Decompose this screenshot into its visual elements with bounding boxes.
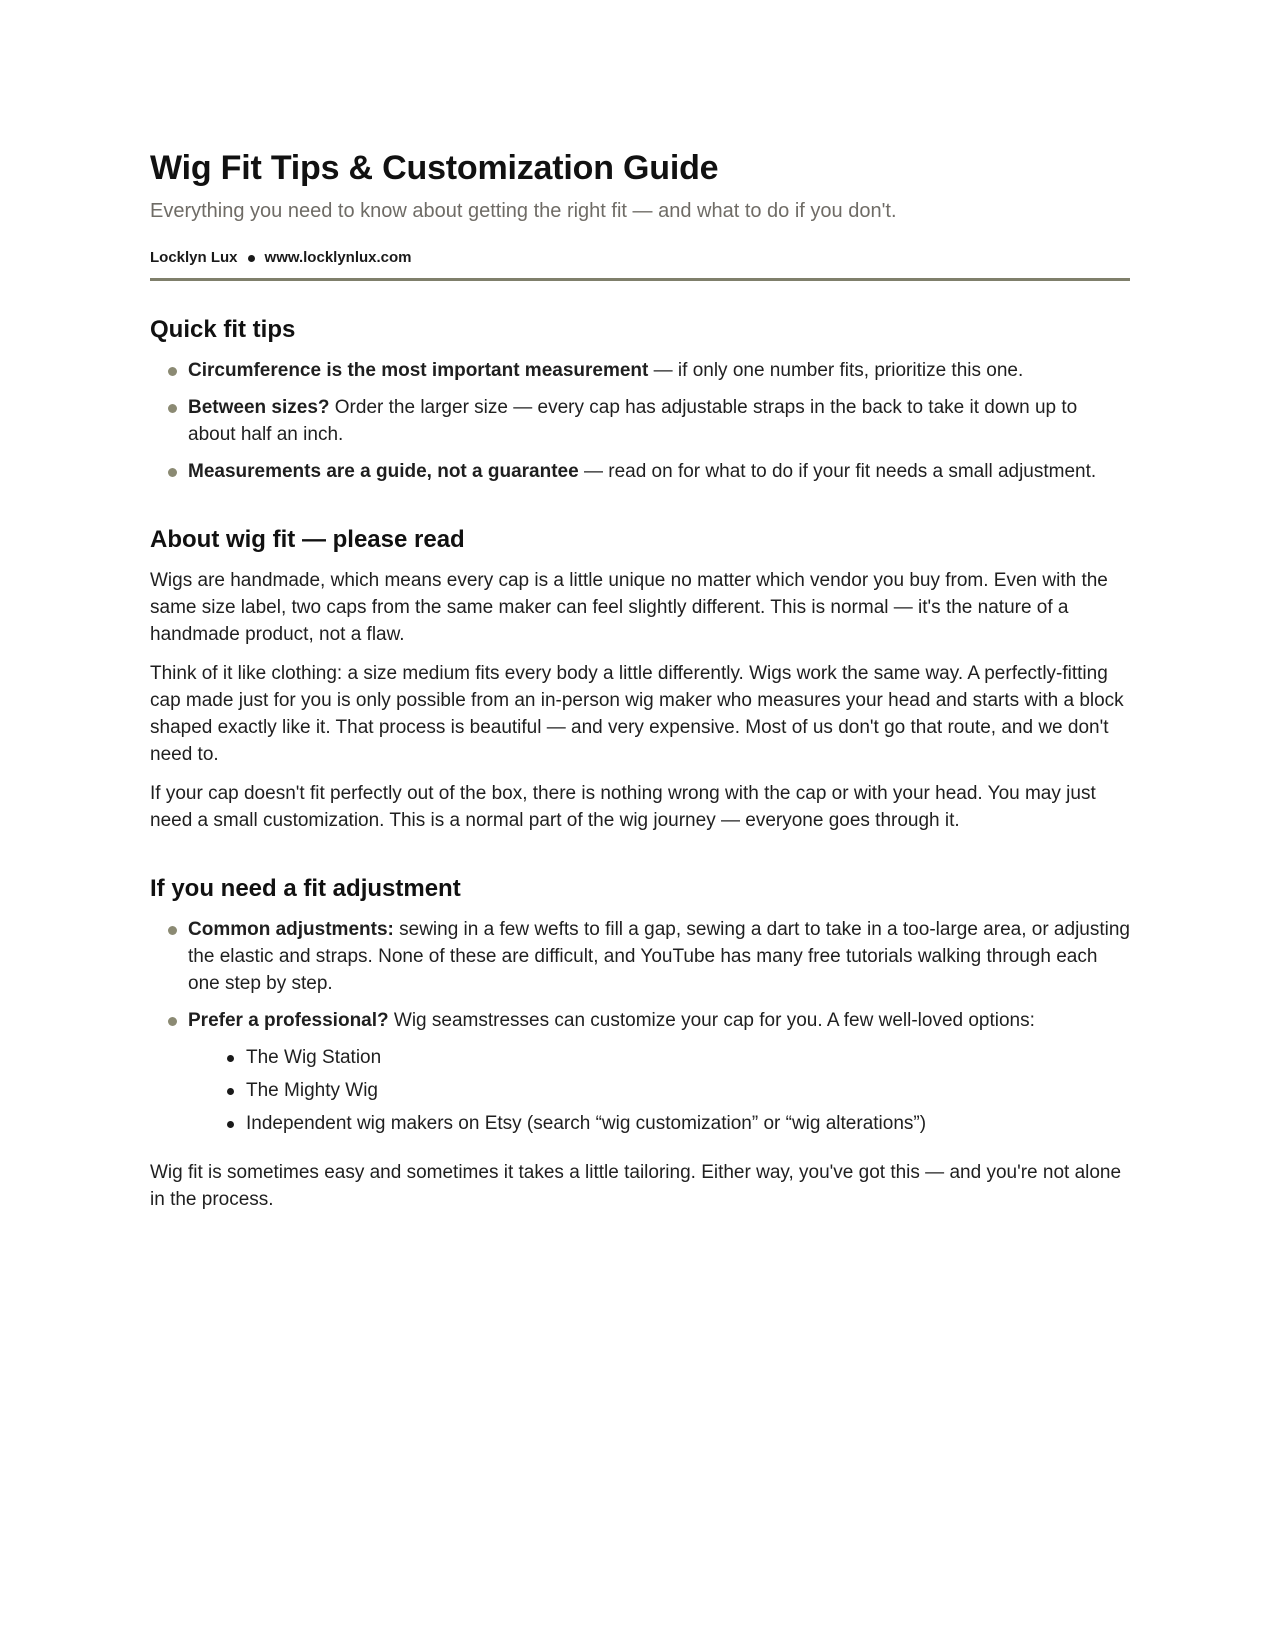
list-item (150, 394, 1130, 448)
tip-text: — if only one number fits, prioritize this one. (648, 360, 1024, 381)
tip-bold: Between sizes? (188, 397, 330, 418)
page-subtitle: Everything you need to know about getting the right fit — and what to do if you don't. (150, 200, 897, 222)
quick-tips-list (150, 357, 1130, 485)
website-link[interactable]: www.locklynlux.com (264, 249, 412, 266)
byline (150, 248, 1130, 268)
adjustment-section (150, 874, 1130, 1213)
list-item (150, 916, 1130, 997)
adjustment-heading: If you need a fit adjustment (150, 875, 461, 902)
quick-tips-section (150, 315, 1130, 485)
about-fit-section (150, 525, 1130, 834)
tip-text: — read on for what to do if your fit needs a small adjustment. (578, 461, 1097, 482)
bullet-icon (227, 1088, 234, 1095)
bullet-icon (168, 1017, 177, 1026)
list-item (150, 1044, 1130, 1071)
tip-bold: Measurements are a guide, not a guarantee (188, 461, 579, 482)
header-divider (150, 278, 1130, 281)
option-text: Independent wig makers on Etsy (search “wig customization” or “wig alterations”) (246, 1113, 927, 1134)
page-title: Wig Fit Tips & Customization Guide (150, 149, 719, 187)
separator-dot-icon (248, 255, 255, 262)
professional-options-list (150, 1044, 1130, 1137)
list-item (150, 458, 1130, 485)
about-paragraph: Wigs are handmade, which means every cap is a little unique no matter which vendor you buy from. Even with the same size label, two caps from the same maker can feel slightly different. This is normal — it's the nature of a handmade product, not a flaw. (150, 570, 1108, 645)
list-item (150, 1110, 1130, 1137)
bullet-icon (168, 367, 177, 376)
about-paragraph: Think of it like clothing: a size medium fits every body a little differently. Wigs work the same way. A perfectly-fitting cap made just for you is only possible from an in-person wig maker who measures your head and starts with a block shaped exactly like it. That process is beautiful — and very expensive. Most of us don't go that route, and we don't need to. (150, 663, 1124, 765)
author-name: Locklyn Lux (150, 249, 238, 266)
adjustment-text: Wig seamstresses can customize your cap for you. A few well-loved options: (388, 1010, 1035, 1031)
quick-tips-heading: Quick fit tips (150, 316, 296, 343)
adjustment-bold: Prefer a professional? (188, 1010, 389, 1031)
adjustment-bold: Common adjustments: (188, 919, 394, 940)
bullet-icon (168, 926, 177, 935)
about-fit-heading: About wig fit — please read (150, 526, 465, 553)
bullet-icon (168, 468, 177, 477)
closing-paragraph: Wig fit is sometimes easy and sometimes it takes a little tailoring. Either way, you've got this — and you're not alone in the process. (150, 1162, 1122, 1210)
bullet-icon (227, 1055, 234, 1062)
list-item (150, 1007, 1130, 1034)
bullet-icon (227, 1121, 234, 1128)
list-item (150, 1077, 1130, 1104)
tip-bold: Circumference is the most important measurement (188, 360, 649, 381)
bullet-icon (168, 404, 177, 413)
option-text: The Mighty Wig (246, 1080, 378, 1101)
list-item (150, 357, 1130, 384)
document-page (150, 148, 1130, 1213)
tip-text: Order the larger size — every cap has adjustable straps in the back to take it down up to about half an inch. (188, 397, 1078, 445)
adjustment-text: sewing in a few wefts to fill a gap, sewing a dart to take in a too-large area, or adjusting the elastic and straps. None of these are difficult, and YouTube has many free tutorials walking through each one step by step. (188, 919, 1130, 994)
adjustment-list (150, 916, 1130, 1034)
about-paragraph: If your cap doesn't fit perfectly out of the box, there is nothing wrong with the cap or with your head. You may just need a small customization. This is a normal part of the wig journey — everyone goes through it. (150, 783, 1096, 831)
option-text: The Wig Station (246, 1047, 382, 1068)
